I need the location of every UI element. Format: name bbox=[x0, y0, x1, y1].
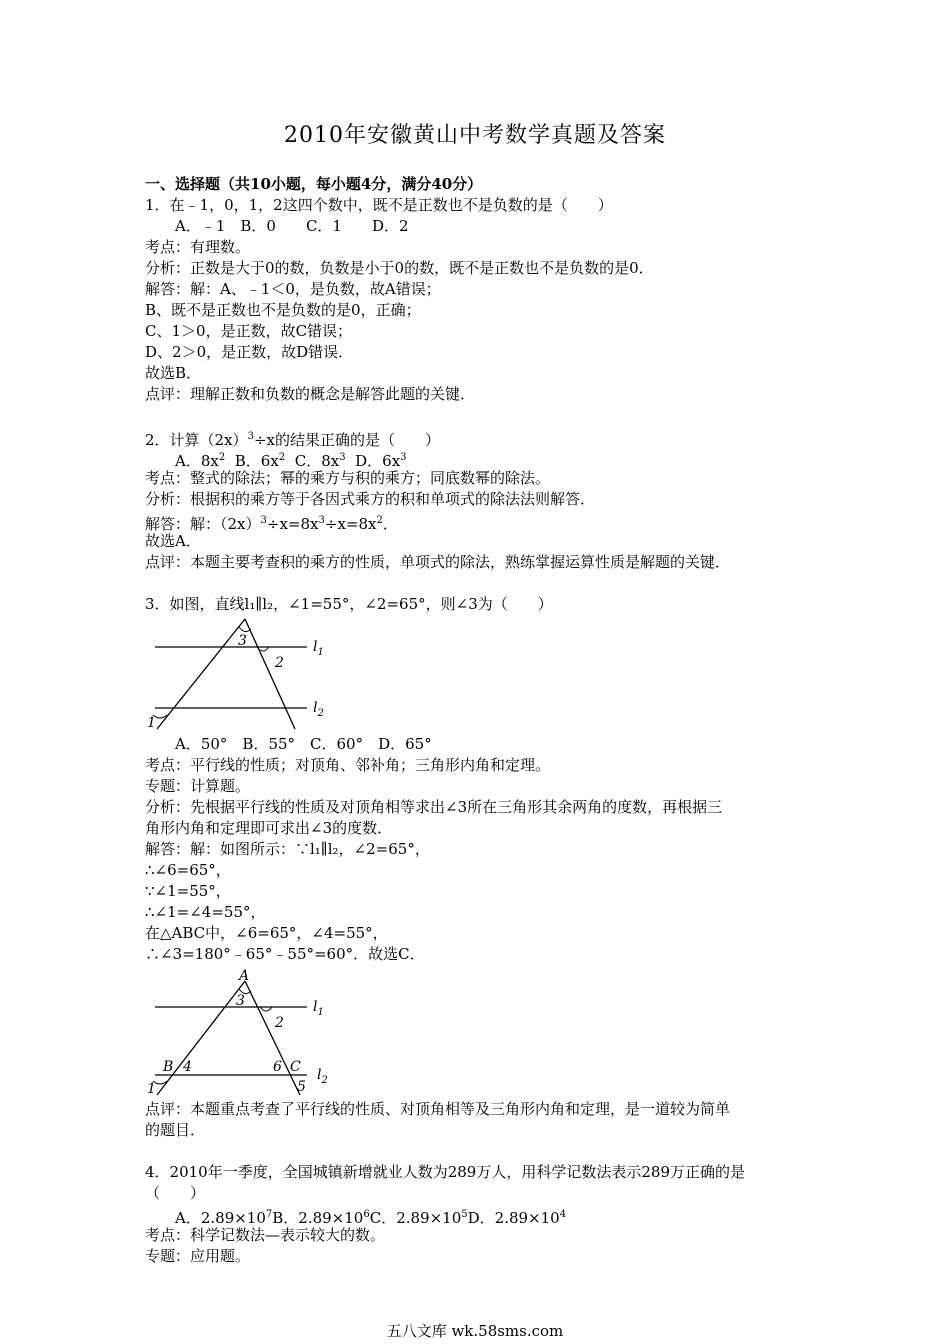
q3-jieda-1: 解答：解：如图所示：∵l₁∥l₂，∠2=65°， bbox=[145, 840, 430, 858]
fig2-angle2-label: 2 bbox=[275, 1015, 284, 1031]
fig1-l2-label: $l_2$ bbox=[313, 700, 324, 719]
document-body bbox=[145, 174, 815, 1267]
fig1-angle1-label: 1 bbox=[147, 715, 156, 731]
q2-fenxi: 分析：根据积的乘方等于各因式乘方的积和单项式的除法法则解答． bbox=[145, 490, 596, 508]
q1-line-b: B、既不是正数也不是负数的是0，正确； bbox=[145, 301, 421, 319]
q3-jieda-3: ∵∠1=55°， bbox=[145, 882, 231, 900]
q1-options: A．﹣1 B．0 C．1 D．2 bbox=[175, 217, 409, 235]
q3-jieda-4: ∴∠1=∠4=55°， bbox=[145, 903, 266, 921]
q3-stem: 3．如图，直线l₁∥l₂，∠1=55°，∠2=65°，则∠3为（ ） bbox=[145, 595, 553, 613]
q2-stem: 2．计算$(2x)^3\div x$的结果正确的是（ ） bbox=[145, 431, 440, 449]
q2-dianping: 点评：本题主要考查积的乘方的性质，单项式的除法，熟练掌握运算性质是解题的关键． bbox=[145, 553, 731, 571]
q3-kaodian: 考点：平行线的性质；对顶角、邻补角；三角形内角和定理。 bbox=[145, 756, 551, 774]
q1-kaodian: 考点：有理数。 bbox=[145, 238, 251, 256]
page-title: 2010年安徽黄山中考数学真题及答案 bbox=[284, 123, 666, 148]
q3-zhuanti: 专题：计算题。 bbox=[145, 777, 251, 795]
q4-stem-1: 4．2010年一季度，全国城镇新增就业人数为289万人，用科学记数法表示289万正确的是 bbox=[145, 1163, 745, 1181]
q4-zhuanti: 专题：应用题。 bbox=[145, 1247, 251, 1265]
q4-options: A．$2.89\times 10^7B$．$2.89\times 10^6C$．$2.89\times 10^5D$．$2.89\times 10^4$ bbox=[175, 1209, 567, 1227]
fig2-angle6-label: 6 bbox=[273, 1059, 282, 1075]
q4-kaodian: 考点：科学记数法—表示较大的数。 bbox=[145, 1226, 386, 1244]
fig2-l1-label: $l_1$ bbox=[313, 999, 324, 1018]
fig2-vertex-a: A bbox=[239, 968, 250, 984]
q3-figure-2 bbox=[145, 967, 345, 1097]
q1-dianping: 点评：理解正数和负数的概念是解答此题的关键． bbox=[145, 385, 476, 403]
fig1-angle2-label: 2 bbox=[275, 655, 284, 671]
fig1-l1-label: $l_1$ bbox=[313, 639, 324, 658]
q3-fenxi-2: 角形内角和定理即可求出∠3的度数． bbox=[145, 819, 393, 837]
q2-options: A．$8x^2$ B．$6x^2$ C．$8x^3$ D．$6x^3$ bbox=[175, 452, 407, 470]
q1-stem: 1．在﹣1，0，1，2这四个数中，既不是正数也不是负数的是（ ） bbox=[145, 196, 613, 214]
q3-options: A．50° B．55° C．60° D．65° bbox=[175, 735, 432, 753]
q3-jieda-6: ∴∠3=180°﹣65°﹣55°=60°．故选C． bbox=[145, 945, 425, 963]
fig1-angle3-label: 3 bbox=[238, 633, 247, 649]
section-heading: 一、选择题（共10小题，每小题4分，满分40分） bbox=[145, 175, 483, 193]
fig2-angle5-label: 5 bbox=[297, 1079, 306, 1095]
q3-dianping-2: 的题目． bbox=[145, 1121, 206, 1139]
q3-jieda-2: ∴∠6=65°， bbox=[145, 861, 231, 879]
fig2-angle3-label: 3 bbox=[236, 993, 245, 1009]
fig2-angle4-label: 4 bbox=[183, 1059, 192, 1075]
q1-line-d: D、2＞0，是正数，故D错误． bbox=[145, 343, 354, 361]
q2-answer: 故选A． bbox=[145, 532, 201, 550]
fig2-vertex-c: C bbox=[290, 1059, 301, 1075]
q3-dianping-1: 点评：本题重点考查了平行线的性质、对顶角相等及三角形内角和定理，是一道较为简单 bbox=[145, 1100, 731, 1118]
q2-jieda: 解答：解：$(2x)^3\div x=8x^3\div x=8x^2$． bbox=[145, 515, 398, 533]
q1-answer: 故选B． bbox=[145, 364, 202, 382]
q1-fenxi: 分析：正数是大于0的数，负数是小于0的数，既不是正数也不是负数的是0． bbox=[145, 259, 654, 277]
q2-kaodian: 考点：整式的除法；幂的乘方与积的乘方；同底数幂的除法。 bbox=[145, 469, 551, 487]
q3-jieda-5: 在△ABC中，∠6=65°，∠4=55°， bbox=[145, 924, 388, 942]
q3-fenxi-1: 分析：先根据平行线的性质及对顶角相等求出∠3所在三角形其余两角的度数，再根据三 bbox=[145, 798, 723, 816]
fig2-l2-label: $l_2$ bbox=[317, 1067, 328, 1086]
q4-stem-2: （ ） bbox=[145, 1184, 206, 1202]
q3-figure-1 bbox=[145, 617, 345, 732]
footer-watermark: 五八文库 wk.58sms.com bbox=[386, 1322, 564, 1340]
q1-jieda: 解答：解：A、﹣1＜0，是负数，故A错误； bbox=[145, 280, 441, 298]
fig2-angle1-label: 1 bbox=[147, 1081, 156, 1097]
fig2-vertex-b: B bbox=[163, 1059, 174, 1075]
q1-line-c: C、1＞0，是正数，故C错误； bbox=[145, 322, 353, 340]
